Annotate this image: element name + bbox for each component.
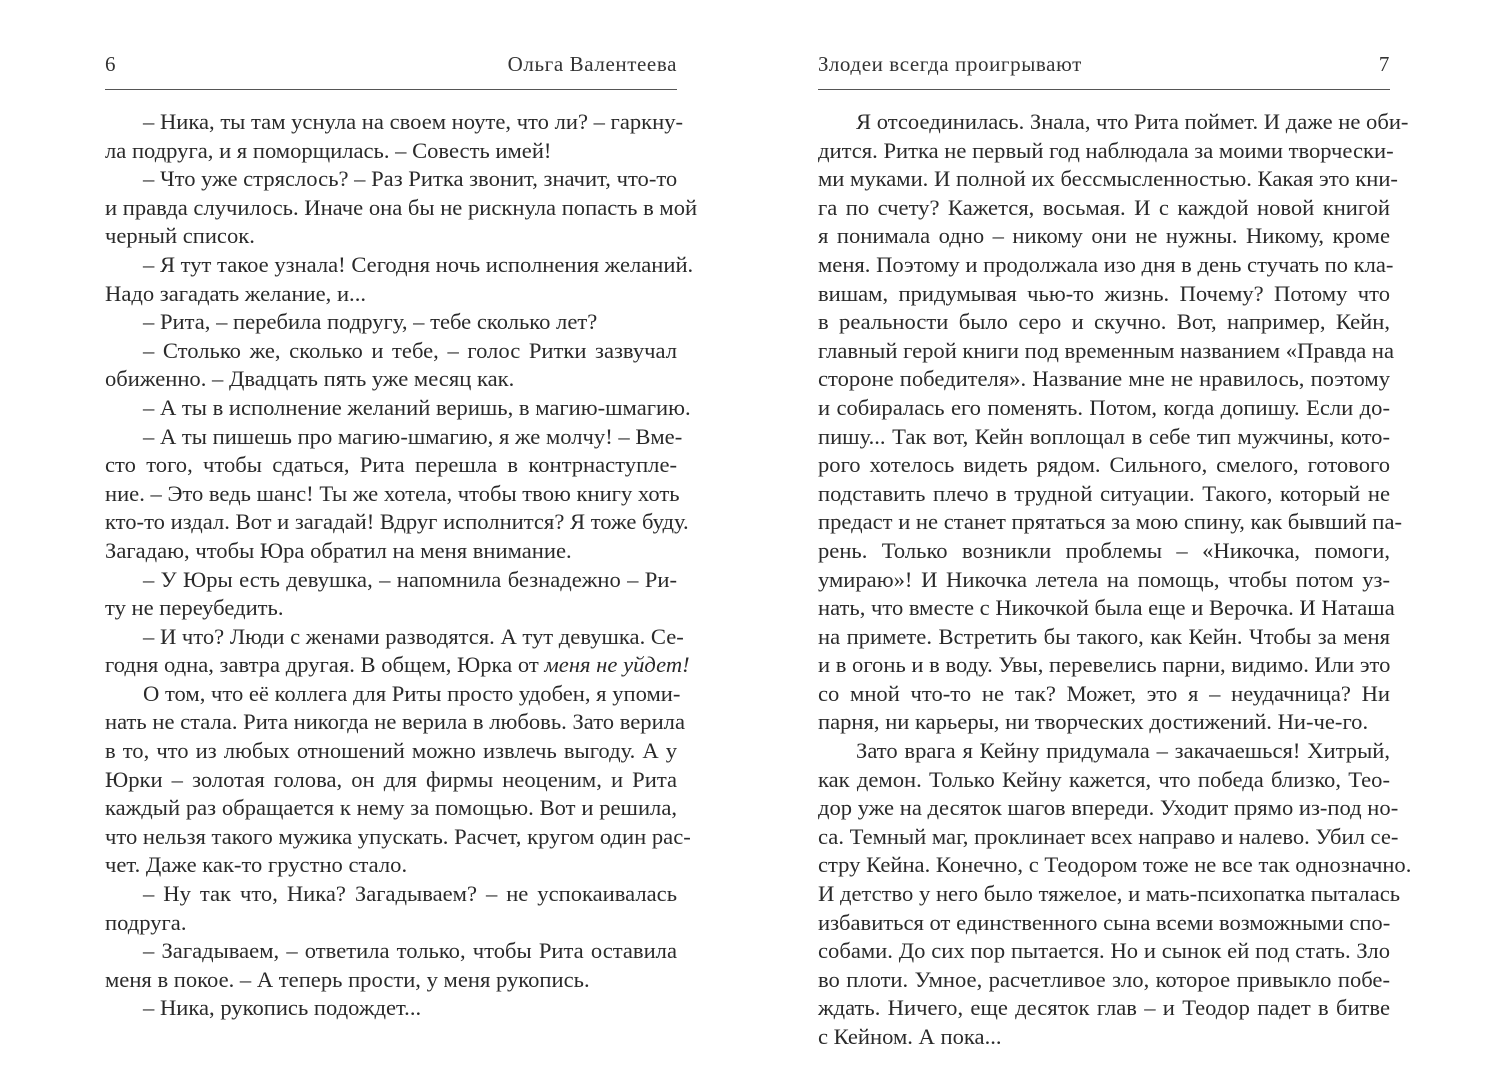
text-line: ми муками. И полной их бессмысленностью. Какая это кни-: [818, 166, 1398, 192]
text-line: ждать. Ничего, еще десяток глав – и Теодор падет в битве: [818, 995, 1390, 1021]
text-line: и в огонь и в воду. Увы, перевелись парни, видимо. Или это: [818, 652, 1391, 678]
text-line: – Ника, рукопись подождет...: [143, 995, 422, 1021]
text-line: ние. – Это ведь шанс! Ты же хотела, чтобы твою книгу хоть: [105, 480, 680, 506]
text-line: во плоти. Умное, расчетливое зло, которое привыкло побе-: [818, 966, 1390, 992]
header-rule: [105, 89, 677, 90]
text-line: черный список.: [105, 223, 255, 249]
text-line: – А ты в исполнение желаний веришь, в магию-шмагию.: [143, 394, 691, 420]
text-line: – У Юры есть девушка, – напомнила безнадежно – Ри-: [143, 566, 677, 592]
text-line: годня одна, завтра другая. В общем, Юрка от меня не уйдет!: [105, 652, 690, 678]
text-line: чет. Даже как-то грустно стало.: [105, 852, 408, 878]
text-line: ла подруга, и я поморщилась. – Совесть имей!: [105, 137, 552, 163]
text-line: собами. До сих пор пытается. Но и сынок ей под стать. Зло: [818, 938, 1390, 964]
text-line: Я отсоединилась. Знала, что Рита поймет. И даже не оби-: [856, 109, 1409, 134]
body-text: [818, 108, 1412, 1052]
running-head-book-title: Злодеи всегда проигрывают: [818, 52, 1082, 76]
running-head-author: Ольга Валентеева: [507, 52, 677, 76]
text-line: что нельзя такого мужика упускать. Расчет, кругом один рас-: [105, 823, 691, 849]
text-line: вишам, придумывая чью-то жизнь. Почему? Потому что: [818, 280, 1390, 306]
text-line: И детство у него было тяжелое, и мать-психопатка пыталась: [818, 881, 1401, 907]
text-line: как демон. Только Кейну кажется, что победа близко, Тео-: [818, 766, 1390, 792]
text-line: кто-то издал. Вот и загадай! Вдруг исполнится? Я тоже буду.: [105, 509, 689, 535]
text-line: Зато врага я Кейну придумала – закачаешься! Хитрый,: [856, 738, 1390, 764]
text-line: нать не стала. Рита никогда не верила в любовь. Зато верила: [105, 709, 685, 735]
text-line: га по счету? Кажется, восьмая. И с каждой новой книгой: [818, 194, 1390, 220]
header-rule: [818, 89, 1390, 90]
text-line: – Рита, – перебила подругу, – тебе сколько лет?: [143, 309, 598, 335]
text-line: в то, что из любых отношений можно извлечь выгоду. А у: [105, 738, 677, 764]
text-line: умираю»! И Никочка летела на помощь, чтобы потом уз-: [818, 566, 1390, 592]
text-line: главный герой книги под временным названием «Правда на: [818, 337, 1395, 363]
text-line: стру Кейна. Конечно, с Теодором тоже не все так однозначно.: [818, 852, 1412, 878]
text-line: ту не переубедить.: [105, 595, 284, 621]
text-line: рого хотелось видеть рядом. Сильного, смелого, готового: [818, 452, 1390, 478]
text-line: меня. Поэтому и продолжала изо дня в день стучать по кла-: [818, 251, 1394, 277]
text-line: – И что? Люди с женами разводятся. А тут девушка. Се-: [143, 623, 684, 649]
text-line: избавиться от единственного сына всеми возможными спо-: [818, 909, 1391, 935]
text-line: – А ты пишешь про магию-шмагию, я же молчу! – Вме-: [143, 423, 683, 449]
text-line: и правда случилось. Иначе она бы не рискнула попасть в мой: [105, 194, 698, 220]
running-head: [818, 52, 1390, 82]
text-line: сто того, чтобы сдаться, Рита перешла в контрнаступле-: [105, 452, 677, 478]
text-line: на примете. Встретить бы такого, как Кейн. Чтобы за меня: [818, 623, 1390, 649]
text-line: Надо загадать желание, и...: [105, 280, 366, 306]
text-line: – Я тут такое узнала! Сегодня ночь исполнения желаний.: [143, 251, 694, 277]
text-line: парня, ни карьеры, ни творческих достижений. Ни-че-го.: [818, 709, 1369, 735]
text-line: каждый раз обращается к нему за помощью. Вот и решила,: [105, 795, 677, 821]
text-line: дится. Ритка не первый год наблюдала за моими творчески-: [818, 137, 1394, 163]
text-line: са. Темный маг, проклинает всех направо и налево. Убил се-: [818, 823, 1399, 849]
text-line: подруга.: [105, 909, 187, 935]
text-line: дор уже на десяток шагов впереди. Уходит прямо из-под но-: [818, 795, 1399, 821]
text-line: – Загадываем, – ответила только, чтобы Рита оставила: [143, 938, 677, 964]
italic-emphasis: меня не уйдет!: [544, 652, 690, 678]
text-line: обиженно. – Двадцать пять уже месяц как.: [105, 366, 515, 392]
text-line: стороне победителя». Название мне не нравилось, поэтому: [818, 366, 1390, 392]
running-head: [105, 52, 677, 82]
text-line: в реальности было серо и скучно. Вот, например, Кейн,: [818, 309, 1390, 335]
text-line: нать, что вместе с Никочкой была еще и Верочка. И Наташа: [818, 595, 1395, 621]
text-line: О том, что её коллега для Риты просто удобен, я упоми-: [143, 680, 681, 706]
text-line: предаст и не станет прятаться за мою спину, как бывший па-: [818, 509, 1403, 535]
text-line: – Ника, ты там уснула на своем ноуте, что ли? – гаркну-: [143, 109, 684, 134]
text-line: и собиралась его поменять. Потом, когда допишу. Если до-: [818, 394, 1390, 420]
text-line: меня в покое. – А теперь прости, у меня рукопись.: [105, 966, 590, 992]
text-line: я понимала одно – никому они не нужны. Никому, кроме: [818, 223, 1390, 249]
page-number: 6: [105, 52, 117, 76]
text-line: Загадаю, чтобы Юра обратил на меня внимание.: [105, 537, 572, 563]
text-line: пишу... Так вот, Кейн воплощал в себе тип мужчины, кото-: [818, 423, 1390, 449]
text-line: подставить плечо в трудной ситуации. Такого, который не: [818, 480, 1390, 506]
text-line: рень. Только возникли проблемы – «Никочка, помоги,: [818, 537, 1390, 563]
page-number: 7: [1378, 52, 1390, 76]
text-line: – Что уже стряслось? – Раз Ритка звонит, значит, что-то: [143, 166, 678, 192]
text-line: со мной что-то не так? Может, это я – неудачница? Ни: [818, 680, 1390, 706]
text-line: Юрки – золотая голова, он для фирмы неоценим, и Рита: [105, 766, 677, 792]
text-line: с Кейном. А пока...: [818, 1024, 1002, 1049]
body-text: [105, 108, 698, 1023]
text-line: – Ну так что, Ника? Загадываем? – не успокаивалась: [143, 881, 677, 907]
text-line: – Столько же, сколько и тебе, – голос Ритки зазвучал: [143, 337, 677, 363]
